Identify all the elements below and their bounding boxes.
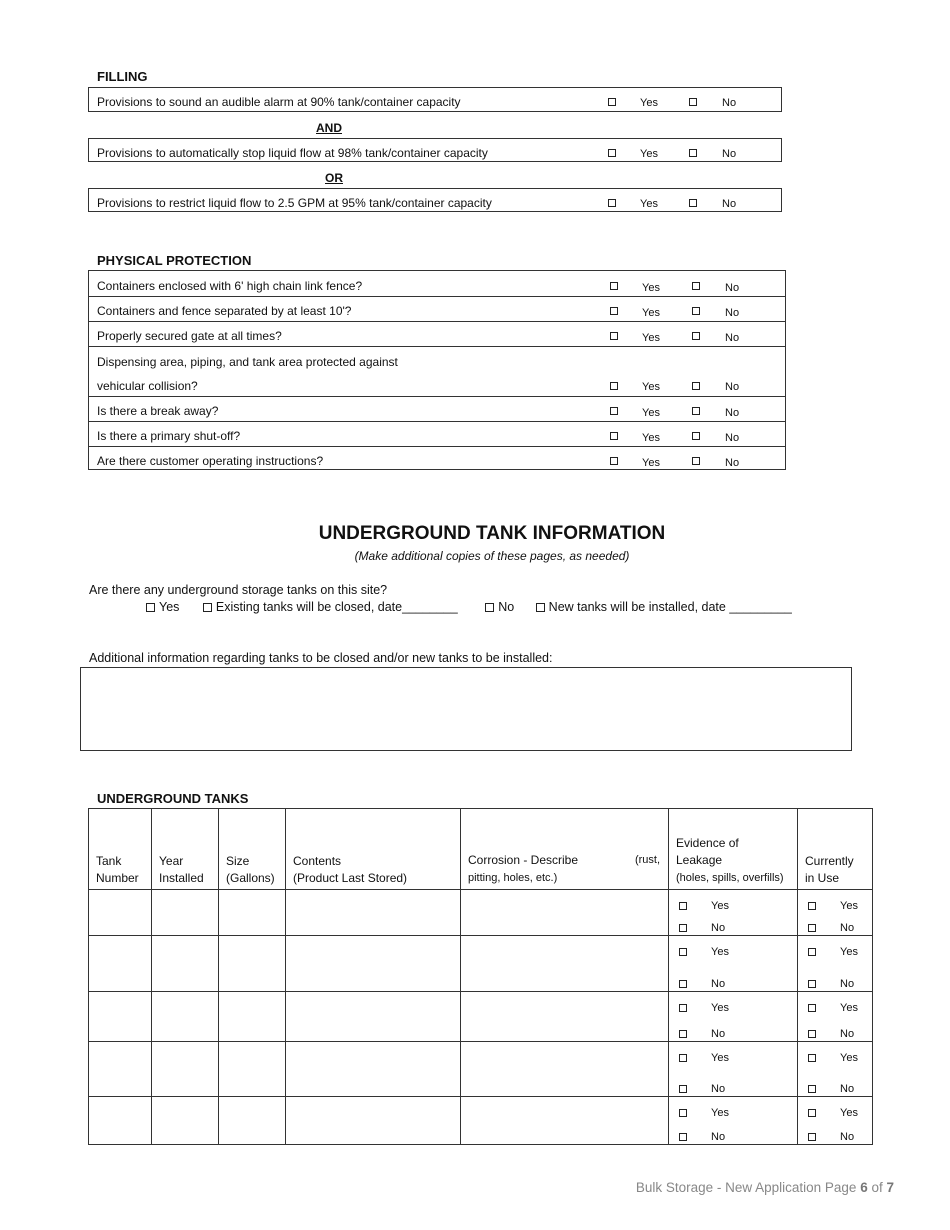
- physical-protection-title: PHYSICAL PROTECTION: [97, 253, 252, 268]
- yes-label: Yes: [642, 381, 660, 393]
- yes-checkbox[interactable]: [679, 1004, 687, 1012]
- no-checkbox[interactable]: [692, 432, 700, 440]
- leakage-cell: [669, 936, 798, 992]
- tank-input-cell[interactable]: [219, 992, 286, 1042]
- filling-row-3: [88, 188, 782, 212]
- in-use-options: [798, 936, 872, 991]
- tank-input-cell[interactable]: [89, 1042, 152, 1097]
- no-checkbox[interactable]: [679, 980, 687, 988]
- yes-checkbox[interactable]: [610, 307, 618, 315]
- yes-checkbox[interactable]: [808, 1054, 816, 1062]
- yes-checkbox[interactable]: [679, 902, 687, 910]
- no-label: No: [840, 1131, 855, 1143]
- tank-input-cell[interactable]: [89, 992, 152, 1042]
- tank-input-cell[interactable]: [461, 1042, 669, 1097]
- leakage-cell: [669, 1042, 798, 1097]
- tank-input-cell[interactable]: [461, 1097, 669, 1145]
- table-row: [89, 992, 873, 1042]
- in-use-options: [798, 1042, 872, 1096]
- no-label: No: [711, 922, 726, 934]
- tank-input-cell[interactable]: [286, 890, 461, 936]
- no-label: No: [840, 1028, 855, 1040]
- protection-question: Are there customer operating instructions?: [97, 454, 324, 468]
- header-line: Contents: [293, 854, 342, 868]
- no-label: No: [725, 457, 740, 469]
- no-checkbox[interactable]: [692, 307, 700, 315]
- col-corrosion: [461, 809, 669, 890]
- header-line: (holes, spills, overfills): [676, 872, 784, 884]
- filling-question: Provisions to automatically stop liquid flow at 98% tank/container capacity: [97, 146, 488, 160]
- no-label: No: [722, 97, 737, 109]
- leakage-options: [669, 1042, 797, 1096]
- footer-of: of: [867, 1180, 887, 1195]
- tank-input-cell[interactable]: [89, 936, 152, 992]
- protection-question-line1: Dispensing area, piping, and tank area protected against: [97, 355, 398, 369]
- tank-input-cell[interactable]: [461, 890, 669, 936]
- filling-question: Provisions to sound an audible alarm at 90% tank/container capacity: [97, 95, 461, 109]
- yes-label: Yes: [840, 1052, 858, 1064]
- checkbox[interactable]: [146, 603, 155, 612]
- conjunction-or: OR: [325, 171, 343, 185]
- table-row: [89, 936, 873, 992]
- yes-label: Yes: [642, 332, 660, 344]
- yes-checkbox[interactable]: [610, 432, 618, 440]
- table-header-row: [89, 809, 873, 890]
- yes-checkbox[interactable]: [610, 332, 618, 340]
- tank-input-cell[interactable]: [219, 1042, 286, 1097]
- filling-row-1: [88, 87, 782, 112]
- yes-label: Yes: [840, 900, 858, 912]
- underground-options: [146, 600, 792, 614]
- yes-label: Yes: [840, 1107, 858, 1119]
- col-year-installed: [152, 809, 219, 890]
- protection-row: [89, 321, 785, 347]
- yes-checkbox[interactable]: [679, 948, 687, 956]
- yes-label: Yes: [640, 97, 658, 109]
- in-use-cell: [798, 1097, 873, 1145]
- checkbox[interactable]: [485, 603, 494, 612]
- header-line: Number: [96, 871, 139, 885]
- header-line: Currently: [805, 854, 854, 868]
- yes-checkbox[interactable]: [808, 1004, 816, 1012]
- col-in-use: [798, 809, 873, 890]
- protection-question: Is there a primary shut-off?: [97, 429, 241, 443]
- physical-protection-box: [88, 270, 786, 470]
- header-line: in Use: [805, 871, 840, 885]
- header-line: Year: [159, 854, 184, 868]
- protection-row: [89, 446, 785, 470]
- checkbox[interactable]: [203, 603, 212, 612]
- yes-label: Yes: [711, 1002, 729, 1014]
- tank-input-cell[interactable]: [152, 1042, 219, 1097]
- tank-input-cell[interactable]: [461, 936, 669, 992]
- no-checkbox[interactable]: [808, 1030, 816, 1038]
- tank-input-cell[interactable]: [152, 936, 219, 992]
- no-label: No: [725, 307, 740, 319]
- header-line: Size: [226, 854, 250, 868]
- option-no-label: No: [498, 600, 515, 614]
- no-checkbox[interactable]: [689, 149, 697, 157]
- underground-heading: UNDERGROUND TANK INFORMATION: [318, 523, 666, 544]
- tank-input-cell[interactable]: [286, 992, 461, 1042]
- table-row: [89, 1097, 873, 1145]
- in-use-cell: [798, 1042, 873, 1097]
- yes-label: Yes: [642, 457, 660, 469]
- header-line: Tank: [96, 854, 122, 868]
- tank-input-cell[interactable]: [286, 1042, 461, 1097]
- col-size: [219, 809, 286, 890]
- tank-input-cell[interactable]: [152, 890, 219, 936]
- protection-row: [89, 296, 785, 322]
- yes-checkbox[interactable]: [610, 382, 618, 390]
- yes-label: Yes: [711, 1052, 729, 1064]
- yes-label: Yes: [642, 407, 660, 419]
- footer-page: 6: [860, 1180, 868, 1195]
- no-label: No: [711, 1131, 726, 1143]
- tank-input-cell[interactable]: [89, 890, 152, 936]
- table-row: [89, 1042, 873, 1097]
- tank-input-cell[interactable]: [152, 992, 219, 1042]
- no-checkbox[interactable]: [679, 1085, 687, 1093]
- header-line: Evidence of: [676, 836, 739, 850]
- leakage-options: [669, 936, 797, 991]
- no-label: No: [725, 432, 740, 444]
- header-line: (Gallons): [226, 871, 275, 885]
- header-line: (rust,: [634, 854, 660, 866]
- yes-label: Yes: [711, 900, 729, 912]
- leakage-cell: [669, 1097, 798, 1145]
- filling-row-2: [88, 138, 782, 162]
- no-label: No: [711, 1028, 726, 1040]
- no-checkbox[interactable]: [808, 980, 816, 988]
- option-no[interactable]: [485, 600, 514, 614]
- underground-tanks-title: UNDERGROUND TANKS: [97, 791, 249, 806]
- in-use-cell: [798, 936, 873, 992]
- yes-checkbox[interactable]: [808, 1109, 816, 1117]
- leakage-cell: [669, 992, 798, 1042]
- option-existing-closed[interactable]: [203, 600, 458, 614]
- yes-checkbox[interactable]: [608, 149, 616, 157]
- yes-label: Yes: [640, 148, 658, 160]
- no-checkbox[interactable]: [689, 98, 697, 106]
- in-use-cell: [798, 890, 873, 936]
- protection-question: Is there a break away?: [97, 404, 219, 418]
- no-checkbox[interactable]: [808, 1085, 816, 1093]
- tank-input-cell[interactable]: [461, 992, 669, 1042]
- yes-label: Yes: [640, 198, 658, 210]
- yes-label: Yes: [642, 307, 660, 319]
- tank-input-cell[interactable]: [286, 936, 461, 992]
- footer-prefix: Bulk Storage - New Application Page: [635, 1180, 861, 1195]
- no-label: No: [725, 282, 740, 294]
- option-new-installed-label: New tanks will be installed, date _________: [548, 600, 792, 614]
- no-label: No: [722, 198, 737, 210]
- tanks-body: [89, 890, 873, 1145]
- yes-label: Yes: [840, 1002, 858, 1014]
- protection-row: [89, 396, 785, 422]
- no-checkbox[interactable]: [692, 332, 700, 340]
- no-checkbox[interactable]: [689, 199, 697, 207]
- header-line: (Product Last Stored): [293, 871, 408, 885]
- footer-total: 7: [886, 1180, 894, 1195]
- no-checkbox[interactable]: [692, 382, 700, 390]
- yes-checkbox[interactable]: [608, 98, 616, 106]
- protection-row: [89, 421, 785, 447]
- filling-question: Provisions to restrict liquid flow to 2.5 GPM at 95% tank/container capacity: [97, 196, 492, 210]
- protection-row: [89, 271, 785, 297]
- no-checkbox[interactable]: [692, 282, 700, 290]
- protection-question: vehicular collision?: [97, 379, 198, 393]
- yes-checkbox[interactable]: [610, 457, 618, 465]
- yes-label: Yes: [840, 946, 858, 958]
- in-use-options: [798, 1097, 872, 1144]
- option-yes[interactable]: [146, 600, 179, 614]
- filling-title: FILLING: [97, 69, 148, 84]
- in-use-options: [798, 992, 872, 1041]
- tank-input-cell[interactable]: [219, 1097, 286, 1145]
- tank-input-cell[interactable]: [219, 890, 286, 936]
- tank-input-cell[interactable]: [286, 1097, 461, 1145]
- yes-checkbox[interactable]: [808, 948, 816, 956]
- underground-tanks-table: [88, 808, 873, 1145]
- header-line: Leakage: [676, 853, 723, 867]
- no-label: No: [840, 978, 855, 990]
- header-line: Corrosion - Describe: [468, 853, 579, 867]
- protection-question: Properly secured gate at all times?: [97, 329, 282, 343]
- yes-checkbox[interactable]: [610, 282, 618, 290]
- yes-checkbox[interactable]: [608, 199, 616, 207]
- no-checkbox[interactable]: [679, 924, 687, 932]
- conjunction-and: AND: [316, 121, 342, 135]
- yes-checkbox[interactable]: [679, 1054, 687, 1062]
- yes-checkbox[interactable]: [808, 902, 816, 910]
- underground-subheading: (Make additional copies of these pages, as needed): [354, 549, 630, 563]
- checkbox[interactable]: [536, 603, 545, 612]
- leakage-cell: [669, 890, 798, 936]
- no-label: No: [725, 381, 740, 393]
- underground-question: Are there any underground storage tanks on this site?: [89, 583, 388, 597]
- yes-label: Yes: [642, 282, 660, 294]
- option-existing-closed-label: Existing tanks will be closed, date________: [215, 600, 458, 614]
- no-checkbox[interactable]: [679, 1133, 687, 1141]
- col-contents: [286, 809, 461, 890]
- tank-input-cell[interactable]: [219, 936, 286, 992]
- no-label: No: [725, 407, 740, 419]
- in-use-options: [798, 890, 872, 935]
- tank-input-cell[interactable]: [152, 1097, 219, 1145]
- additional-info-label: Additional information regarding tanks to be closed and/or new tanks to be installed:: [89, 651, 553, 665]
- yes-label: Yes: [711, 1107, 729, 1119]
- no-label: No: [840, 922, 855, 934]
- col-tank-number: [89, 809, 152, 890]
- header-line: pitting, holes, etc.): [468, 872, 558, 884]
- no-checkbox[interactable]: [679, 1030, 687, 1038]
- yes-label: Yes: [711, 946, 729, 958]
- no-label: No: [840, 1083, 855, 1095]
- no-label: No: [711, 1083, 726, 1095]
- no-checkbox[interactable]: [808, 924, 816, 932]
- no-label: No: [711, 978, 726, 990]
- option-new-installed[interactable]: [536, 600, 792, 614]
- header-line: Installed: [159, 871, 204, 885]
- page-footer: [636, 1180, 894, 1195]
- leakage-options: [669, 1097, 797, 1144]
- leakage-options: [669, 992, 797, 1041]
- no-checkbox[interactable]: [692, 457, 700, 465]
- col-leakage: [669, 809, 798, 890]
- additional-info-textarea[interactable]: [80, 667, 852, 751]
- tank-input-cell[interactable]: [89, 1097, 152, 1145]
- no-label: No: [722, 148, 737, 160]
- leakage-options: [669, 890, 797, 935]
- option-yes-label: Yes: [159, 600, 180, 614]
- no-label: No: [725, 332, 740, 344]
- yes-checkbox[interactable]: [610, 407, 618, 415]
- yes-label: Yes: [642, 432, 660, 444]
- yes-checkbox[interactable]: [679, 1109, 687, 1117]
- protection-row: [89, 346, 785, 397]
- protection-question: Containers enclosed with 6' high chain link fence?: [97, 279, 363, 293]
- table-row: [89, 890, 873, 936]
- protection-question: Containers and fence separated by at least 10'?: [97, 304, 352, 318]
- no-checkbox[interactable]: [808, 1133, 816, 1141]
- in-use-cell: [798, 992, 873, 1042]
- no-checkbox[interactable]: [692, 407, 700, 415]
